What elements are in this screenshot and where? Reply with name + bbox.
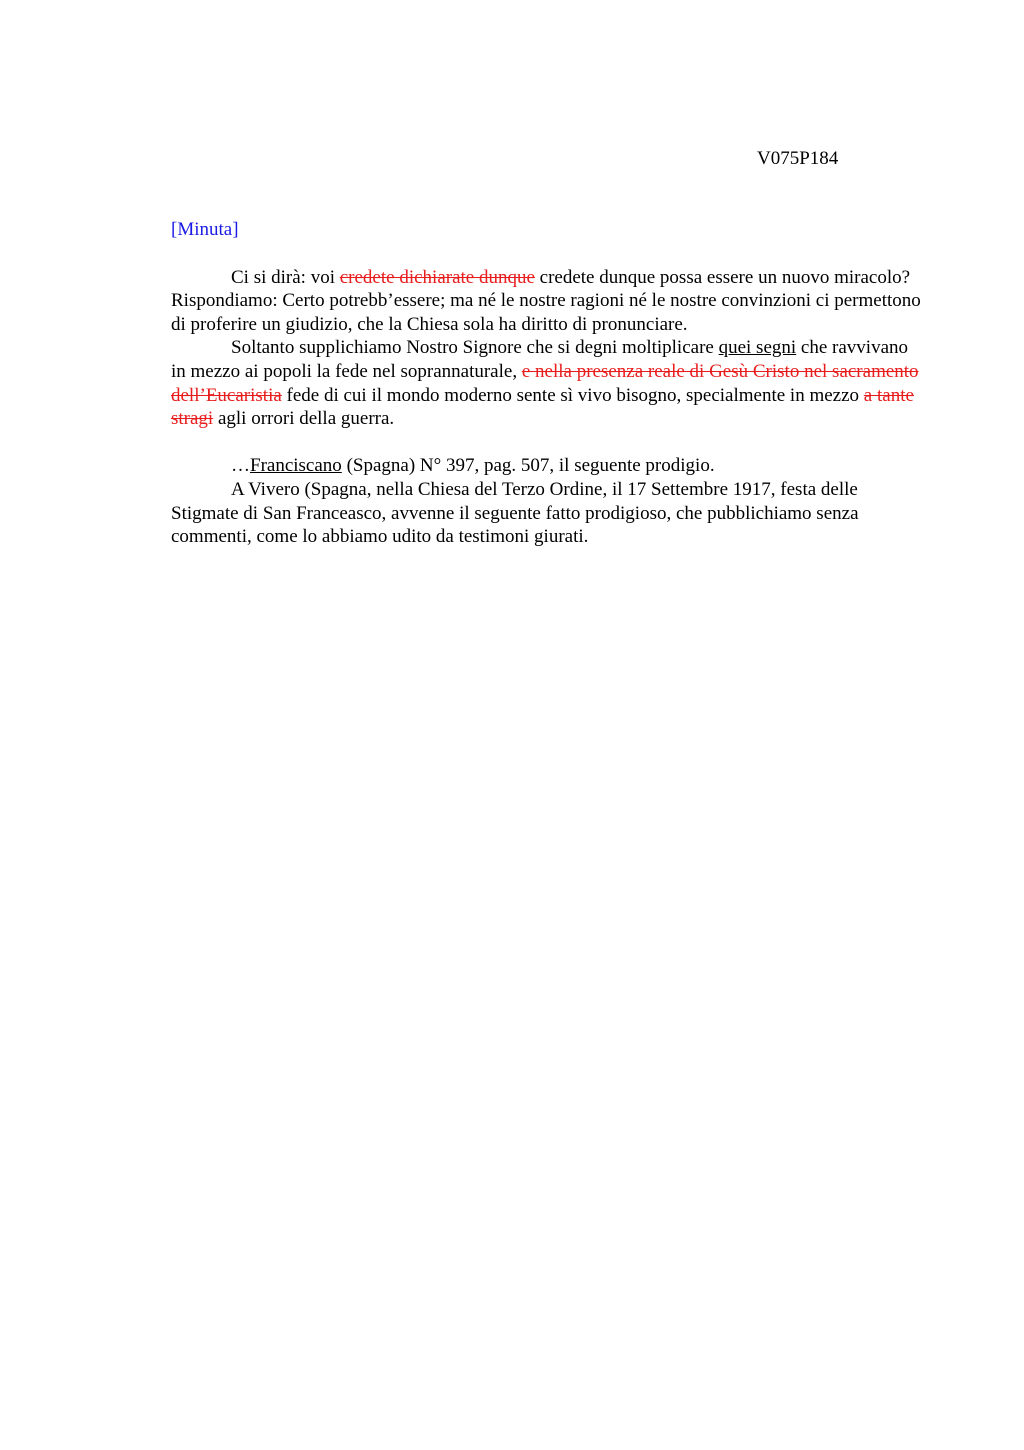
text-run: credete dunque possa essere un nuovo miracolo? Rispondiamo: Certo potrebb’essere; ma né le nostre ragioni né le nostre convinzioni ci permettono di proferire un giudizio, che la Chiesa sola ha diritto di pronunciare. <box>171 266 921 335</box>
deleted-text: a tante stragi <box>171 384 914 430</box>
paragraph-3 <box>171 454 921 478</box>
underlined-text: Franciscano <box>250 455 342 477</box>
paragraph-2 <box>171 336 921 430</box>
text-run: che ravvivano in mezzo ai popoli la fede nel soprannaturale, <box>171 337 909 382</box>
paragraph-4 <box>171 478 921 549</box>
text-run: Soltanto supplichiamo Nostro Signore che si degni moltiplicare <box>231 337 719 359</box>
text-run: A Vivero (Spagna, nella Chiesa del Terzo Ordine, il 17 Settembre 1917, festa delle Stigmate di San Franceasco, avvenne il seguente fatto prodigioso, che pubblichiamo senza commenti, come lo abbiamo udito da testimoni giurati. <box>171 478 859 548</box>
document-reference: V075P184 <box>757 148 839 169</box>
text-run: agli orrori della guerra. <box>213 408 395 430</box>
paragraph-1 <box>171 266 921 337</box>
deleted-text: credete dichiarate dunque <box>339 266 535 288</box>
deleted-text: e nella presenza reale di Gesù Cristo nel sacramento dell’Eucaristia <box>171 360 919 406</box>
paragraph-gap <box>171 431 921 455</box>
text-run: (Spagna) N° 397, pag. 507, il seguente prodigio. <box>341 455 715 477</box>
document-body <box>171 218 921 549</box>
text-run: Ci si dirà: voi <box>231 266 340 288</box>
text-run: … <box>231 455 250 477</box>
underlined-text: quei segni <box>718 337 797 359</box>
text-run: fede di cui il mondo moderno sente sì vivo bisogno, specialmente in mezzo <box>281 384 864 406</box>
section-heading: [Minuta] <box>171 219 239 240</box>
